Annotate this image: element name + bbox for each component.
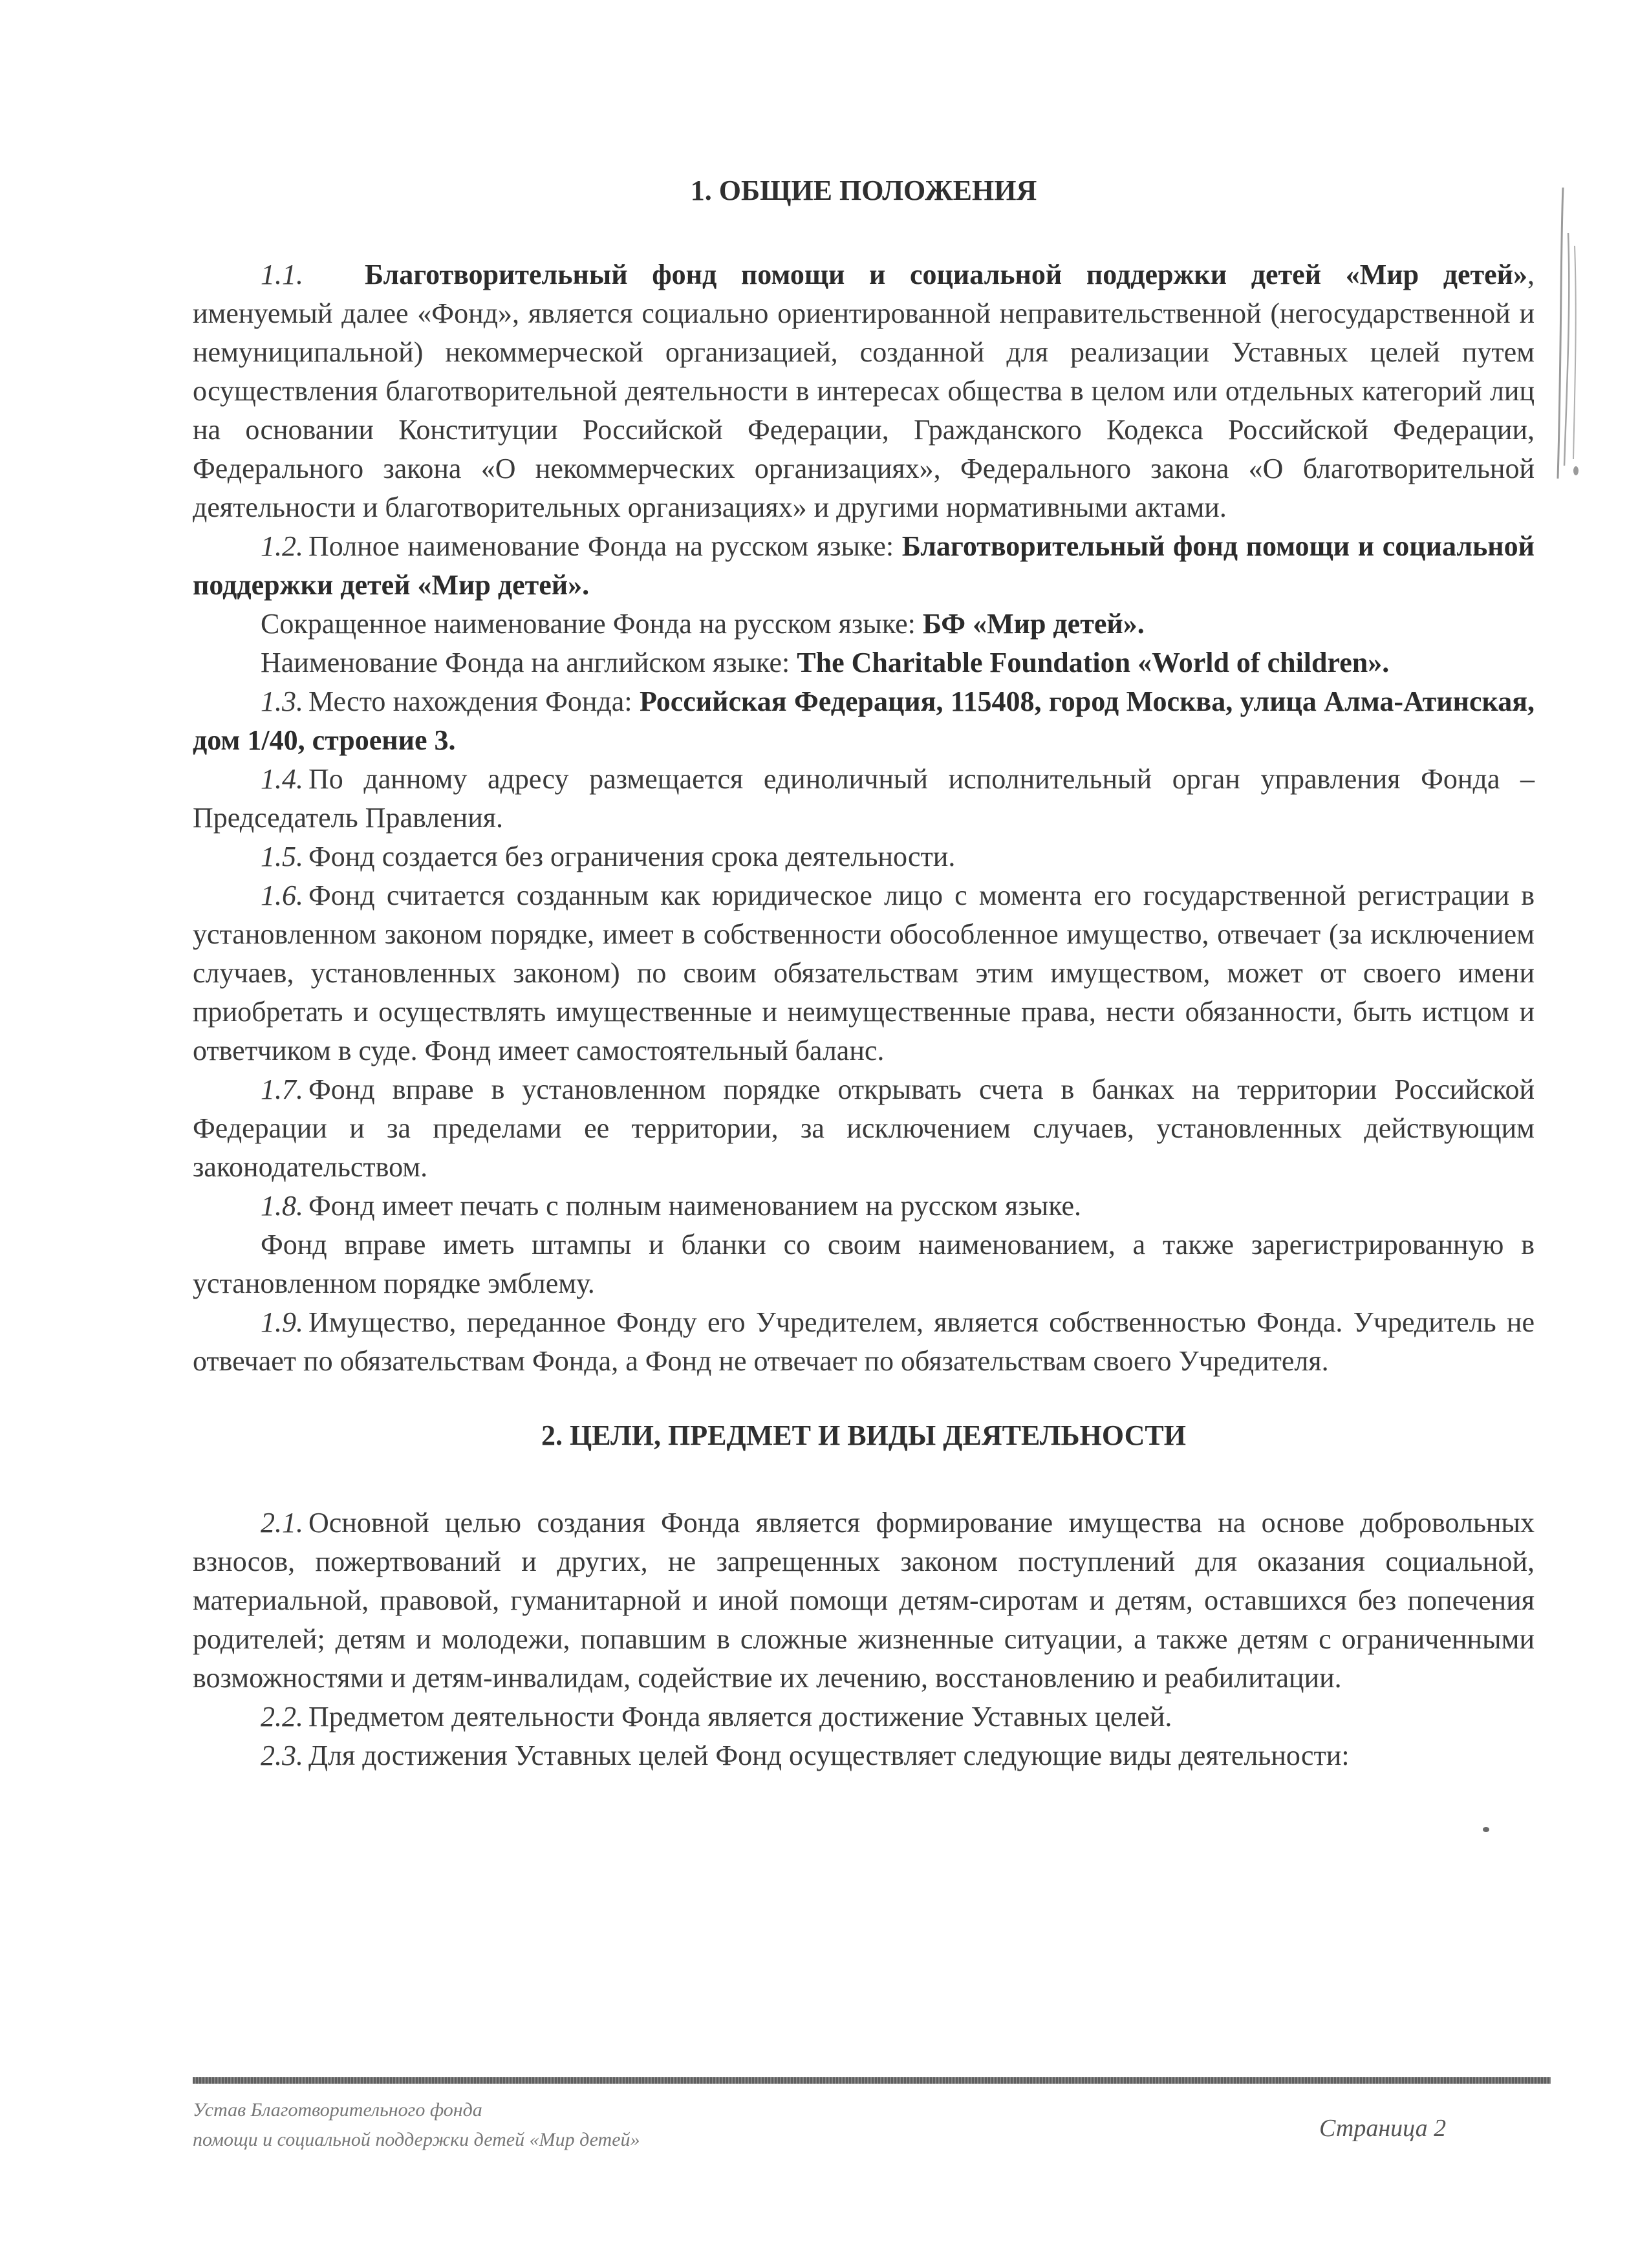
- paragraph-text: Предметом деятельности Фонда является достижение Уставных целей.: [308, 1701, 1172, 1733]
- paragraph-text: Сокращенное наименование Фонда на русском языке:: [261, 608, 923, 640]
- footer-line-1: Устав Благотворительного фонда: [193, 2099, 482, 2121]
- paragraph-1-8-stamps: [193, 1226, 1535, 1303]
- paragraph-text: Основной целью создания Фонда является формирование имущества на основе добровольных взносов, пожертвований и других, не запрещенных законом поступлений для оказания социальной, материальной, правовой, гуманитарной и иной помощи детям-сиротам и детям, оставшихся без попечения родителей; детям и молодежи, попавшим в сложные жизненные ситуации, а также детям с ограниченными возможностями и детям-инвалидам, содействие их лечению, восстановлению и реабилитации.: [193, 1507, 1535, 1694]
- paragraph-1-2: [193, 527, 1535, 605]
- paragraph-number: 2.1.: [261, 1507, 303, 1539]
- paragraph-text: Наименование Фонда на английском языке:: [261, 647, 797, 678]
- paragraph-2-2: [193, 1698, 1535, 1736]
- short-name-bold: БФ «Мир детей».: [922, 608, 1145, 640]
- paragraph-1-4: [193, 760, 1535, 837]
- page-number: Страница 2: [1319, 2115, 1447, 2142]
- paragraph-2-3: [193, 1736, 1535, 1775]
- paragraph-short-name: [193, 605, 1535, 643]
- section-1-heading: 1. ОБЩИЕ ПОЛОЖЕНИЯ: [690, 175, 1037, 206]
- paragraph-text: Фонд вправе в установленном порядке открывать счета в банках на территории Российской Федерации и за пределами ее территории, за исключением случаев, установленных действующим законодательством.: [193, 1074, 1535, 1183]
- paragraph-1-5: [193, 837, 1535, 876]
- paragraph-number: 1.4.: [261, 763, 303, 795]
- paragraph-1-8: [193, 1187, 1535, 1226]
- paragraph-text: По данному адресу размещается единоличный исполнительный орган управления Фонда – Председатель Правления.: [193, 763, 1535, 834]
- paragraph-text: Для достижения Уставных целей Фонд осуществляет следующие виды деятельности:: [308, 1740, 1350, 1771]
- paragraph-text: Имущество, переданное Фонду его Учредителем, является собственностью Фонда. Учредитель не отвечает по обязательствам Фонда, а Фонд не отвечает по обязательствам своего Учредителя.: [193, 1306, 1535, 1377]
- paragraph-text: Полное наименование Фонда на русском языке:: [308, 530, 902, 562]
- paragraph-number: 1.2.: [261, 530, 303, 562]
- paragraph-number: 1.7.: [261, 1074, 303, 1105]
- footer-document-title: [193, 2095, 640, 2155]
- section-2-heading: 2. ЦЕЛИ, ПРЕДМЕТ И ВИДЫ ДЕЯТЕЛЬНОСТИ: [541, 1420, 1186, 1451]
- paragraph-english-name: [193, 643, 1535, 682]
- paragraph-number: 2.3.: [261, 1740, 303, 1771]
- paragraph-number: 1.5.: [261, 841, 303, 872]
- paragraph-1-9: [193, 1303, 1535, 1381]
- paragraph-text: Фонд считается созданным как юридическое лицо с момента его государственной регистрации в установленном законом порядке, имеет в собственности обособленное имущество, отвечает (за исключением случаев, установленных законом) по своим обязательствам этим имуществом, может от своего имени приобретать и осуществлять имущественные и неимущественные права, нести обязанности, быть истцом и ответчиком в суде. Фонд имеет самостоятельный баланс.: [193, 880, 1535, 1066]
- paragraph-1-1: [193, 255, 1535, 527]
- pencil-marks: [1549, 175, 1588, 511]
- paragraph-1-7: [193, 1070, 1535, 1187]
- footer-line-2: помощи и социальной поддержки детей «Мир детей»: [193, 2129, 640, 2150]
- address-bold: Российская Федерация, 115408, город Москва, улица Алма-Атинская, дом 1/40, строение 3.: [193, 686, 1535, 756]
- paragraph-1-3: [193, 682, 1535, 760]
- english-name-bold: The Charitable Foundation «World of children».: [797, 647, 1390, 678]
- paragraph-text: Фонд создается без ограничения срока деятельности.: [308, 841, 956, 872]
- paragraph-1-6: [193, 876, 1535, 1070]
- paragraph-number: 1.9.: [261, 1306, 303, 1338]
- paragraph-text: Фонд вправе иметь штампы и бланки со своим наименованием, а также зарегистрированную в установленном порядке эмблему.: [193, 1229, 1535, 1299]
- ink-dot: [1483, 1827, 1489, 1832]
- paragraph-number: 1.8.: [261, 1190, 303, 1222]
- foundation-name-bold: Благотворительный фонд помощи и социальной поддержки детей «Мир детей»: [365, 259, 1527, 290]
- paragraph-number: 1.3.: [261, 686, 303, 717]
- paragraph-number: 1.1.: [261, 259, 303, 290]
- paragraph-text: Фонд имеет печать с полным наименованием на русском языке.: [308, 1190, 1082, 1222]
- paragraph-text: Место нахождения Фонда:: [308, 686, 640, 717]
- paragraph-2-1: [193, 1504, 1535, 1698]
- full-name-bold: Благотворительный фонд помощи и социальной поддержки детей «Мир детей».: [193, 530, 1535, 601]
- paragraph-number: 1.6.: [261, 880, 303, 911]
- footer-divider: [193, 2077, 1551, 2084]
- paragraph-number: 2.2.: [261, 1701, 303, 1733]
- paragraph-text: , именуемый далее «Фонд», является социально ориентированной неправительственной (негосударственной и немуниципальной) некоммерческой организацией, созданной для реализации Уставных целей путем осуществления благотворительной деятельности в интересах общества в целом или отдельных категорий лиц на основании Конституции Российской Федерации, Гражданского Кодекса Российской Федерации, Федерального закона «О некоммерческих организациях», Федерального закона «О благотворительной деятельности и благотворительных организациях» и другими нормативными актами.: [193, 259, 1535, 523]
- document-body: [193, 158, 1535, 1775]
